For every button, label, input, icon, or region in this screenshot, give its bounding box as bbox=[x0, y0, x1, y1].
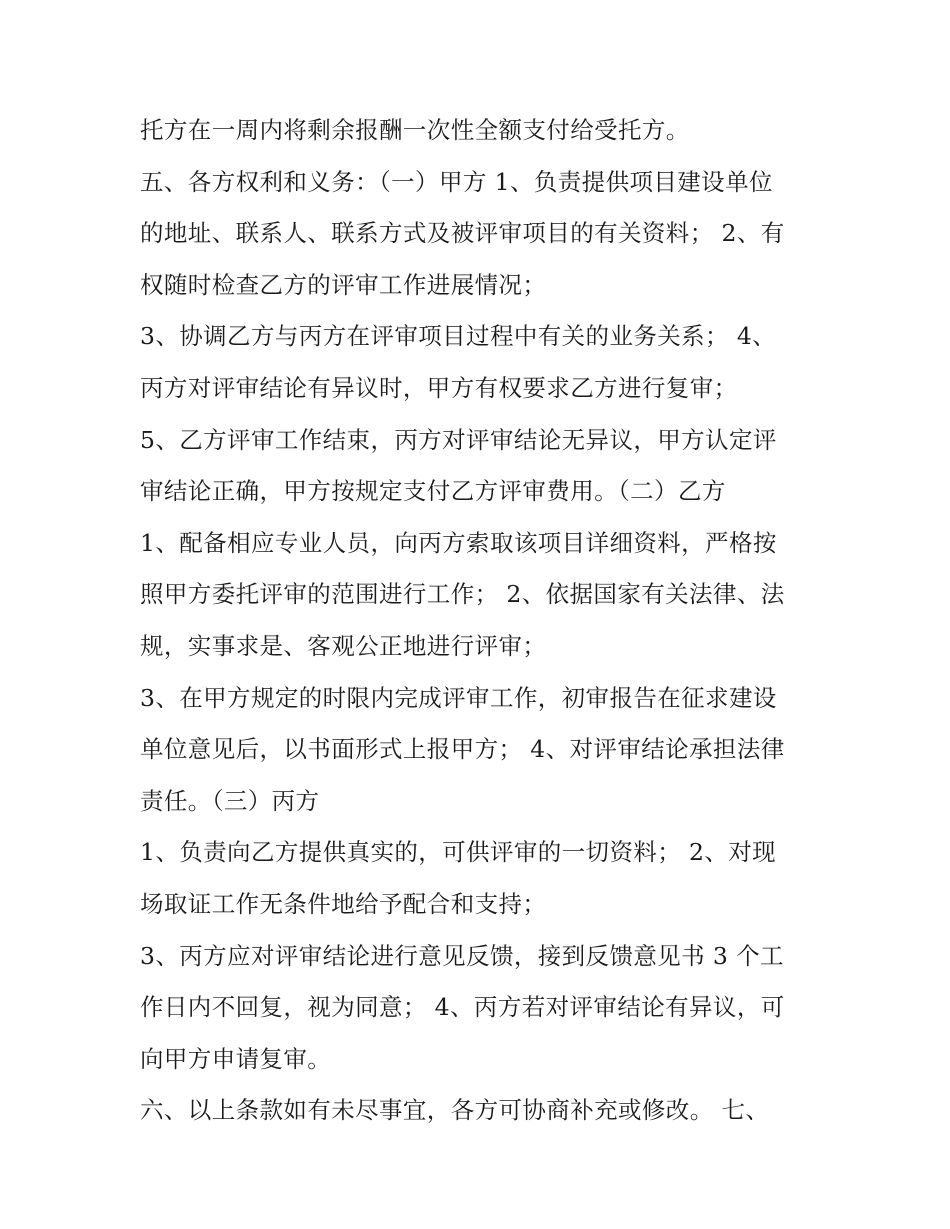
text-line: 照甲方委托评审的范围进行工作； 2、依据国家有关法律、法 bbox=[140, 580, 785, 609]
text-line: 1、配备相应专业人员，向丙方索取该项目详细资料，严格按 bbox=[140, 528, 777, 557]
text-line: 5、乙方评审工作结束，丙方对评审结论无异议，甲方认定评 bbox=[140, 425, 777, 454]
document-body bbox=[140, 108, 820, 1140]
text-line: 1、负责向乙方提供真实的，可供评审的一切资料； 2、对现 bbox=[140, 838, 777, 867]
text-line: 规，实事求是、客观公正地进行评审； bbox=[140, 631, 547, 660]
text-line: 单位意见后，以书面形式上报甲方； 4、对评审结论承担法律 bbox=[140, 735, 785, 764]
text-line: 场取证工作无条件地给予配合和支持； bbox=[140, 889, 547, 918]
text-line: 3、丙方应对评审结论进行意见反馈，接到反馈意见书 3 个工 bbox=[140, 941, 784, 970]
text-line: 3、在甲方规定的时限内完成评审工作，初审报告在征求建设 bbox=[140, 683, 777, 712]
text-line: 托方在一周内将剩余报酬一次性全额支付给受托方。 bbox=[140, 116, 690, 144]
text-line: 的地址、联系人、联系方式及被评审项目的有关资料； 2、有 bbox=[140, 219, 785, 248]
text-line: 向甲方申请复审。 bbox=[140, 1044, 332, 1073]
text-line: 3、协调乙方与丙方在评审项目过程中有关的业务关系； 4、 bbox=[140, 322, 777, 351]
text-line: 作日内不回复，视为同意； 4、丙方若对评审结论有异议，可 bbox=[140, 993, 785, 1022]
text-line: 五、各方权利和义务：（一）甲方 1、负责提供项目建设单位 bbox=[140, 167, 773, 196]
text-line: 丙方对评审结论有异议时，甲方有权要求乙方进行复审； bbox=[140, 373, 738, 402]
text-line: 审结论正确，甲方按规定支付乙方评审费用。（二）乙方 bbox=[140, 477, 726, 506]
text-line: 责任。（三）丙方 bbox=[140, 786, 320, 815]
text-line: 权随时检查乙方的评审工作进展情况； bbox=[140, 270, 547, 299]
text-line: 六、以上条款如有未尽事宜，各方可协商补充或修改。 七、 bbox=[140, 1096, 770, 1125]
